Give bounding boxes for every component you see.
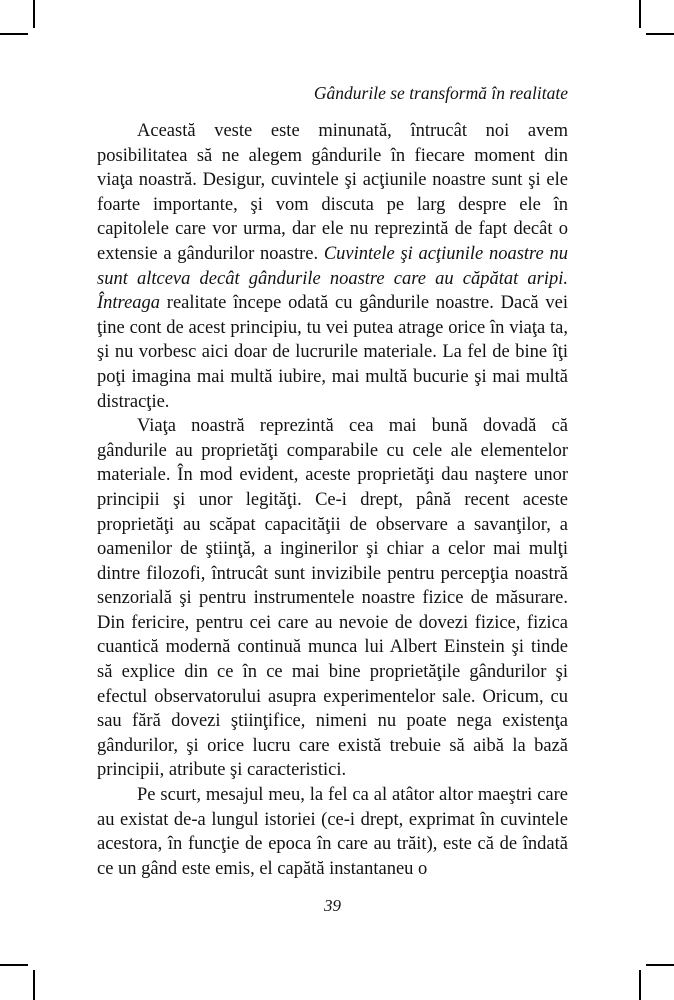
paragraph-3 xyxy=(97,783,568,881)
page-number: 39 xyxy=(324,896,341,915)
crop-mark-top-left-horizontal xyxy=(0,33,28,35)
paragraph-2 xyxy=(97,414,568,783)
crop-mark-top-right-vertical xyxy=(639,0,641,28)
paragraph-1-segment-2-italic: Cuvintele şi acţiunile noastre nu sunt altceva decât gândurile noastre care au căpătat aripi. Întreaga xyxy=(97,243,568,314)
crop-mark-bottom-right-vertical xyxy=(639,970,641,1000)
body-text xyxy=(97,119,568,881)
paragraph-1-segment-1: Această veste este minunată, întrucât noi avem posibilitatea să ne alegem gândurile în fiecare moment din viaţa noastră. Desigur, cuvintele şi acţiunile noastre sunt şi ele foarte importante, şi vom discuta pe larg despre ele în capitolele care vor urma, dar ele nu reprezintă de fapt decât o extensie a gândurilor noastre. xyxy=(97,121,568,264)
crop-mark-top-left-vertical xyxy=(33,0,35,28)
paragraph-1-segment-3: realitate începe odată cu gândurile noastre. Dacă vei ţine cont de acest principiu, tu vei putea atrage orice în viaţa ta, şi nu vorbesc aici doar de lucrurile materiale. La fel de bine îţi poţi imagina mai multă iubire, mai multă bucurie şi mai multă distracţie. xyxy=(97,293,568,412)
paragraph-1 xyxy=(97,119,568,414)
paragraph-3-segment-1: Pe scurt, mesajul meu, la fel ca al atâtor altor maeştri care au existat de-a lungul istoriei (ce-i drept, exprimat în cuvintele acestora, în funcţie de epoca în care au trăit), este că de îndată ce un gând este emis, el capătă instantaneu o xyxy=(97,785,568,879)
running-head: Gândurile se transformă în realitate xyxy=(313,83,568,103)
crop-mark-bottom-left-horizontal xyxy=(0,964,28,966)
crop-mark-bottom-left-vertical xyxy=(33,970,35,1000)
paragraph-2-segment-1: Viaţa noastră reprezintă cea mai bună dovadă că gândurile au proprietăţi comparabile cu cele ale elementelor materiale. În mod evident, aceste proprietăţi dau naştere unor principii şi unor legităţi. Ce-i drept, până recent aceste proprietăţi au scăpat capacităţii de observare a savanţilor, a oamenilor de ştiinţă, a inginerilor şi chiar a celor mai mulţi dintre filozofi, întrucât sunt invizibile pentru percepţia noastră senzorială şi pentru instrumentele noastre fizice de măsurare. Din fericire, pentru cei care au nevoie de dovezi fizice, fizica cuantică modernă continuă munca lui Albert Einstein şi tinde să explice din ce în ce mai bine proprietăţile gândurilor şi efectul observatorului asupra experimentelor sale. Oricum, cu sau fără dovezi ştiinţifice, nimeni nu poate nega existenţa gândurilor, şi orice lucru care există trebuie să aibă la bază principii, atribute şi caracteristici. xyxy=(97,416,568,781)
crop-mark-bottom-right-horizontal xyxy=(646,964,674,966)
crop-mark-top-right-horizontal xyxy=(646,33,674,35)
